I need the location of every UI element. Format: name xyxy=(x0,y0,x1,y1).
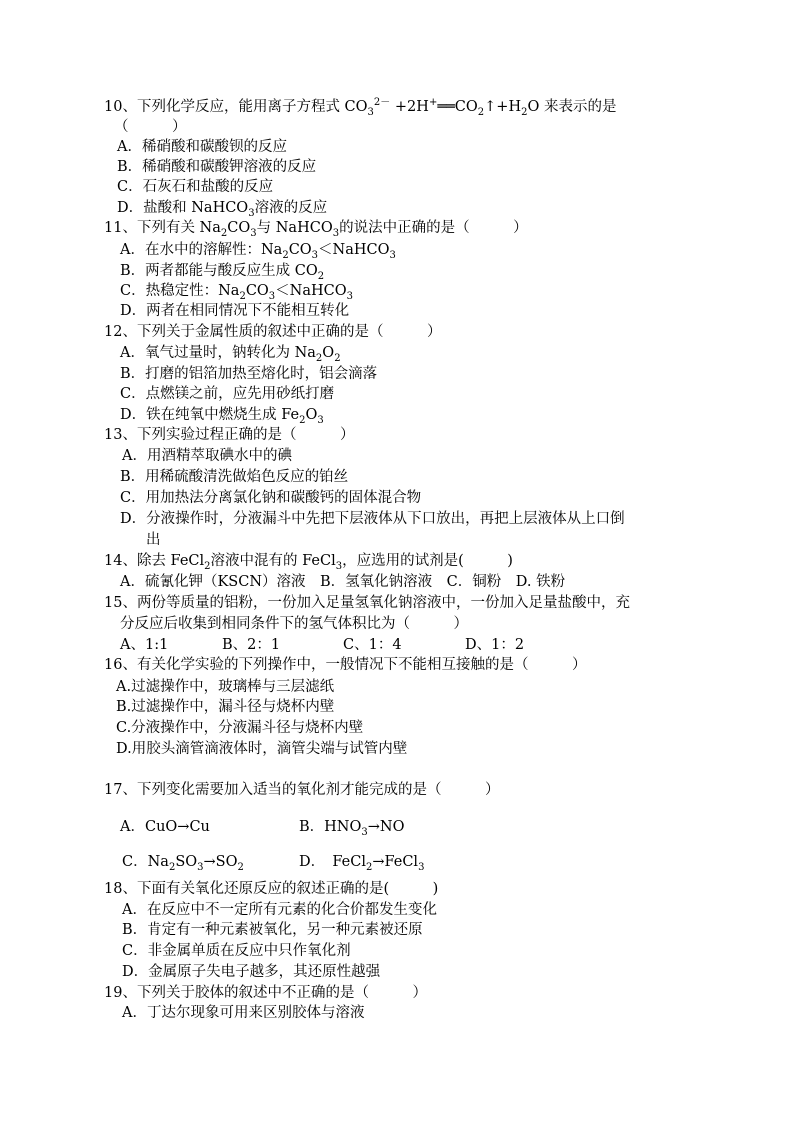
question-16-option-d: D.用胶头滴管滴液体时，滴管尖端与试管内壁 xyxy=(116,741,408,757)
subscript: 2 xyxy=(168,861,176,873)
question-15-stem: 15、两份等质量的铝粉，一份加入足量氢氧化钠溶液中，一份加入足量盐酸中，充 xyxy=(104,595,630,611)
subscript: 2 xyxy=(237,861,244,873)
subscript: 3 xyxy=(317,414,324,426)
subscript: 3 xyxy=(268,290,276,302)
question-15-option-c: C、1：4 xyxy=(343,637,402,653)
question-13-stem: 13、下列实验过程正确的是（ ） xyxy=(104,427,355,443)
superscript: 2－ xyxy=(373,97,391,109)
question-15-option-a: A、1:1 xyxy=(120,637,169,653)
subscript: 3 xyxy=(346,290,354,302)
subscript: 3 xyxy=(250,227,257,239)
question-14-options: A．硫氰化钾（KSCN）溶液 B．氢氧化钠溶液 C．铜粉 D. 铁粉 xyxy=(120,574,566,590)
question-13-option-d-cont: 出 xyxy=(146,532,161,548)
subscript: 3 xyxy=(248,207,255,219)
question-12-option-b: B．打磨的铝箔加热至熔化时，铝会滴落 xyxy=(120,366,378,382)
subscript: 3 xyxy=(361,826,368,838)
question-17-option-c: C．$Na_2SO_3\to SO_2$ xyxy=(122,854,244,873)
question-19-stem: 19、下列关于胶体的叙述中不正确的是（ ） xyxy=(104,985,427,1001)
subscript: 3 xyxy=(332,227,340,239)
subscript: 2 xyxy=(204,560,211,572)
subscript: 2 xyxy=(521,106,528,118)
question-19-option-a: A．丁达尔现象可用来区别胶体与溶液 xyxy=(122,1005,365,1021)
subscript: 3 xyxy=(335,560,343,572)
question-15-option-d: D、1：2 xyxy=(465,637,525,653)
subscript: 3 xyxy=(367,106,374,118)
subscript: 2 xyxy=(282,249,289,261)
question-18-stem: 18、下面有关氧化还原反应的叙述正确的是( ) xyxy=(104,881,439,897)
question-16-option-c: C.分液操作中，分液漏斗径与烧杯内壁 xyxy=(116,720,364,736)
question-18-option-b: B．肯定有一种元素被氧化，另一种元素被还原 xyxy=(122,922,423,938)
subscript: 2 xyxy=(315,352,323,364)
question-13-option-d: D．分液操作时，分液漏斗中先把下层液体从下口放出，再把上层液体从上口倒 xyxy=(120,511,625,527)
subscript: 2 xyxy=(239,290,246,302)
subscript: 2 xyxy=(477,106,485,118)
question-17-option-b: B．$HNO_3\to NO$ xyxy=(299,819,405,838)
question-15-stem-cont: 分反应后收集到相同条件下的氢气体积比为（ ） xyxy=(120,616,468,632)
subscript: 2 xyxy=(334,352,341,364)
question-14-stem: 14、除去 FeCl$_2$溶液中混有的 FeCl$_3$，应选用的试剂是( ) xyxy=(104,553,513,572)
question-16-option-b: B.过滤操作中，漏斗径与烧杯内壁 xyxy=(116,699,335,715)
question-16-stem: 16、有关化学实验的下列操作中，一般情况下不能相互接触的是（ ） xyxy=(104,657,587,673)
question-10-option-b: B．稀硝酸和碳酸钾溶液的反应 xyxy=(117,159,317,175)
question-18-option-c: C．非金属单质在反应中只作氧化剂 xyxy=(122,943,351,959)
question-17-option-d: D． FeCl$_2$→FeCl$_3$ xyxy=(299,854,425,873)
question-10-option-a: A．稀硝酸和碳酸钡的反应 xyxy=(117,139,287,155)
subscript: 3 xyxy=(418,861,425,873)
subscript: 2 xyxy=(299,414,306,426)
question-18-option-a: A．在反应中不一定所有元素的化合价都发生变化 xyxy=(122,902,437,918)
question-17-option-a: A．CuO→Cu xyxy=(120,819,210,835)
question-13-option-b: B．用稀硫酸清洗做焰色反应的铂丝 xyxy=(120,469,349,485)
question-18-option-d: D．金属原子失电子越多，其还原性越强 xyxy=(122,964,381,980)
question-10-option-c: C．石灰石和盐酸的反应 xyxy=(117,179,274,195)
superscript: + xyxy=(428,97,438,109)
question-11-option-c: C．热稳定性：$Na_2CO_3<NaHCO_3$ xyxy=(120,283,354,302)
question-12-option-c: C．点燃镁之前，应先用砂纸打磨 xyxy=(120,386,335,402)
question-12-stem: 12、下列关于金属性质的叙述中正确的是（ ） xyxy=(104,324,442,340)
question-17-stem: 17、下列变化需要加入适当的氧化剂才能完成的是（ ） xyxy=(104,782,500,798)
question-11-option-b: B．两者都能与酸反应生成 $CO_2$ xyxy=(120,263,325,282)
question-12-option-d: D．铁在纯氧中燃烧生成 $Fe_2O_3$ xyxy=(120,407,324,426)
question-13-option-a: A．用酒精萃取碘水中的碘 xyxy=(122,448,292,464)
subscript: 3 xyxy=(197,861,204,873)
question-10-stem: 10、下列化学反应，能用离子方程式 $CO_3^{2-}$ $+2H^+══CO_2↑+H_2O$ 来表示的是 xyxy=(104,97,617,118)
subscript: 3 xyxy=(311,249,319,261)
subscript: 2 xyxy=(317,270,325,282)
subscript: 3 xyxy=(389,249,396,261)
question-10-stem-cont: （ ） xyxy=(114,119,187,135)
question-11-option-a: A．在水中的溶解性：$Na_2CO_3<NaHCO_3$ xyxy=(120,242,396,261)
question-16-option-a: A.过滤操作中，玻璃棒与三层滤纸 xyxy=(116,679,335,695)
question-13-option-c: C．用加热法分离氯化钠和碳酸钙的固体混合物 xyxy=(120,490,422,506)
question-11-stem: 11、下列有关 $Na_2CO_3$与 NaHCO$_3$的说法中正确的是（ ） xyxy=(104,220,528,239)
question-12-option-a: A．氧气过量时，钠转化为 $Na_2O_2$ xyxy=(120,345,341,364)
subscript: 2 xyxy=(365,861,373,873)
subscript: 2 xyxy=(220,227,228,239)
question-15-option-b: B、2：1 xyxy=(222,637,281,653)
question-11-option-d: D．两者在相同情况下不能相互转化 xyxy=(120,303,350,319)
question-10-option-d: D．盐酸和 NaHCO$_3$溶液的反应 xyxy=(117,200,328,219)
